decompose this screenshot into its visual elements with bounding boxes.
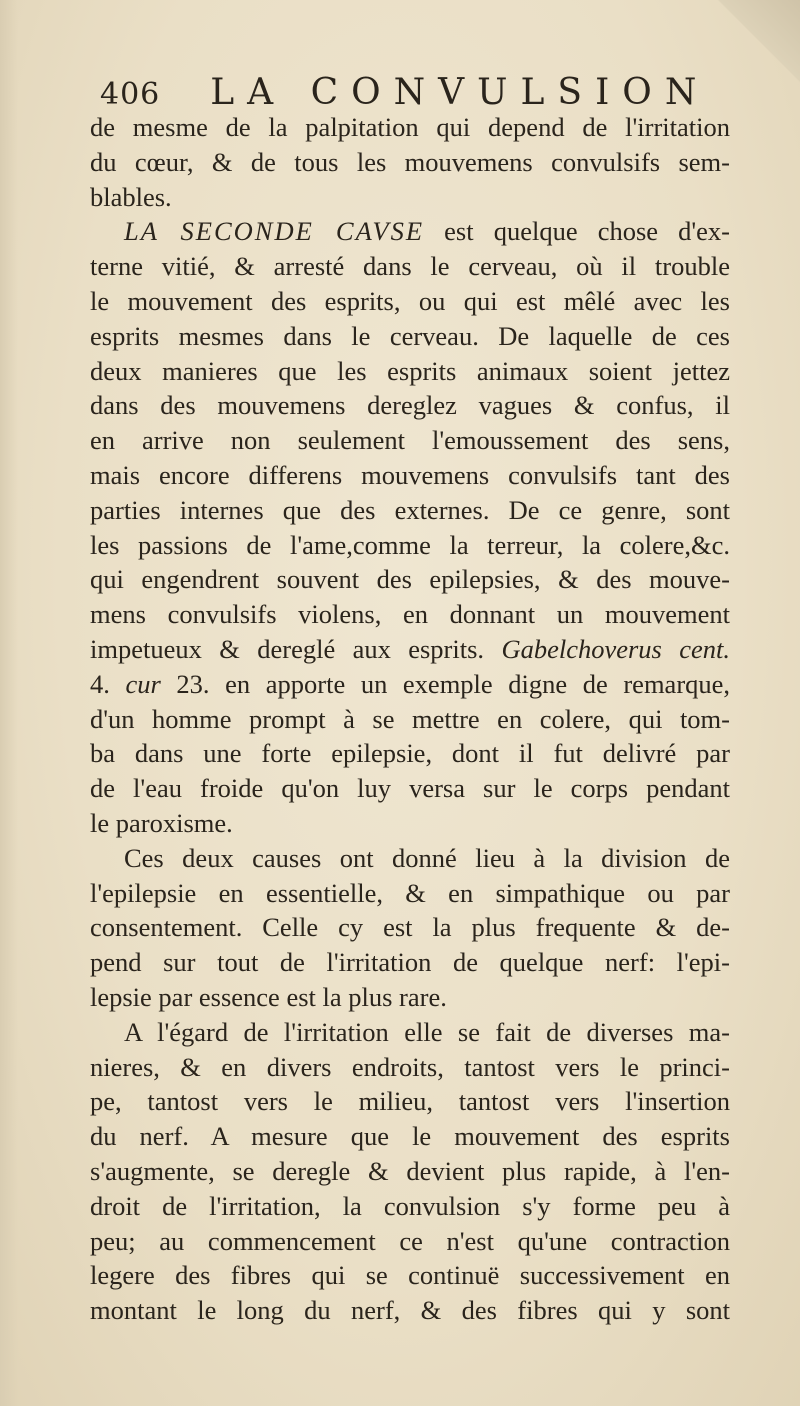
running-title: LA CONVULSION bbox=[210, 72, 710, 113]
text-line: pe, tantost vers le milieu, tantost vers l'insertion bbox=[90, 1086, 730, 1117]
text-line: lepsie par essence est la plus rare. bbox=[90, 981, 447, 1012]
citation: Gabelchoverus cent. bbox=[501, 633, 731, 664]
page-number: 406 bbox=[100, 77, 161, 112]
text-line: du cœur, & de tous les mouvemens convulsifs sem- bbox=[90, 146, 730, 177]
text-line: mais encore differens mouvemens convulsifs tant des bbox=[90, 459, 730, 490]
text-line: montant le long du nerf, & des fibres qui y sont bbox=[90, 1295, 730, 1326]
text-line: ba dans une forte epilepsie, dont il fut delivré par bbox=[90, 738, 730, 769]
text-line: s'augmente, se deregle & devient plus rapide, à l'en- bbox=[90, 1155, 730, 1186]
text-line: parties internes que des externes. De ce genre, sont bbox=[90, 494, 730, 525]
text-line: les passions de l'ame,comme la terreur, la colere,&c. bbox=[90, 529, 730, 560]
text-line: legere des fibres qui se continuë successivement en bbox=[90, 1260, 730, 1291]
citation-abbrev: cur bbox=[125, 668, 161, 699]
text-line: terne vitié, & arresté dans le cerveau, où il trouble bbox=[90, 251, 730, 282]
text-line: le paroxisme. bbox=[90, 807, 233, 838]
text-line: dans des mouvemens dereglez vagues & confus, il bbox=[90, 390, 730, 421]
text-line: LA SECONDE CAVSE est quelque chose d'ex- bbox=[124, 216, 730, 247]
text-line: de l'eau froide qu'on luy versa sur le corps pendant bbox=[90, 773, 730, 804]
text-line: Ces deux causes ont donné lieu à la division de bbox=[124, 842, 730, 873]
text-line: pend sur tout de l'irritation de quelque nerf: l'epi- bbox=[90, 947, 730, 978]
text-line: droit de l'irritation, la convulsion s'y forme peu à bbox=[90, 1190, 730, 1221]
text-line: 4. cur 23. en apporte un exemple digne de remarque, bbox=[90, 668, 731, 699]
text-line: mens convulsifs violens, en donnant un mouvement bbox=[90, 599, 730, 630]
text-line: peu; au commencement ce n'est qu'une contraction bbox=[90, 1225, 730, 1256]
text-line: consentement. Celle cy est la plus frequente & de- bbox=[90, 912, 730, 943]
text-line: A l'égard de l'irritation elle se fait de diverses ma- bbox=[124, 1016, 730, 1047]
section-heading: LA SECONDE CAVSE bbox=[124, 216, 425, 247]
text-line: blables. bbox=[90, 181, 172, 212]
text-line: impetueux & dereglé aux esprits. Gabelchoverus cent. bbox=[90, 633, 731, 664]
text-line: esprits mesmes dans le cerveau. De laquelle de ces bbox=[90, 320, 730, 351]
text-line: du nerf. A mesure que le mouvement des esprits bbox=[90, 1121, 730, 1152]
text-line: d'un homme prompt à se mettre en colere, qui tom- bbox=[90, 703, 730, 734]
text-line: nieres, & en divers endroits, tantost vers le princi- bbox=[90, 1051, 730, 1082]
text-line: en arrive non seulement l'emoussement des sens, bbox=[90, 425, 730, 456]
text-line: qui engendrent souvent des epilepsies, & des mouve- bbox=[90, 564, 730, 595]
text-line: de mesme de la palpitation qui depend de l'irritation bbox=[90, 112, 730, 142]
text-line: l'epilepsie en essentielle, & en simpathique ou par bbox=[90, 877, 730, 908]
text-line: deux manieres que les esprits animaux soient jettez bbox=[90, 355, 730, 386]
body-text bbox=[90, 110, 730, 1328]
text-line: le mouvement des esprits, ou qui est mêlé avec les bbox=[90, 285, 730, 316]
page-edge-shadow bbox=[0, 0, 18, 1406]
